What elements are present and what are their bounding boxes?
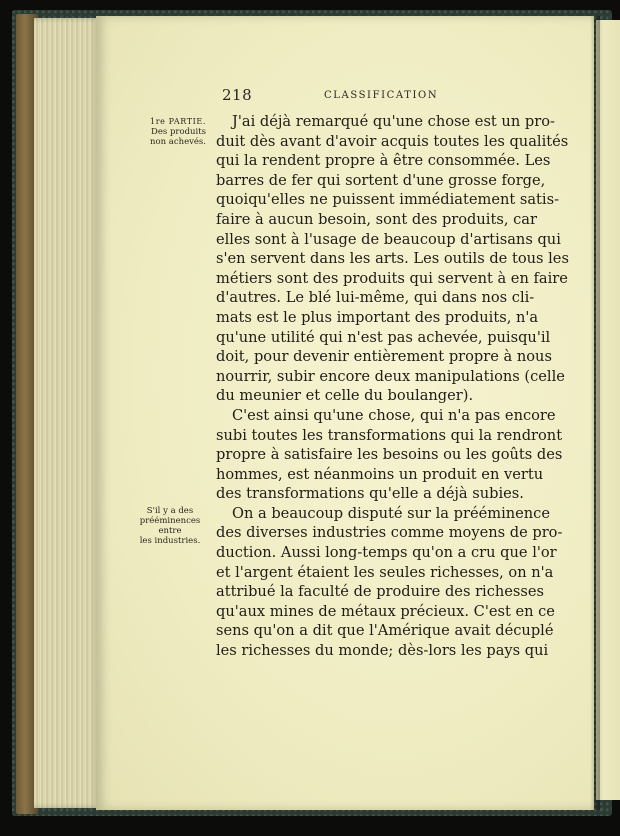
page-number: 218 (222, 86, 253, 104)
text-line: s'en servent dans les arts. Les outils de tous les (216, 250, 569, 268)
text-line: du meunier et celle du boulanger). (216, 387, 474, 405)
margin-note-line: S'il y a des (146, 506, 194, 516)
text-line: barres de fer qui sortent d'une grosse forge, (216, 171, 546, 189)
text-line: doit, pour devenir entièrement propre à nous (216, 348, 552, 366)
margin-note-industries (134, 506, 206, 546)
text-line: qu'aux mines de métaux précieux. C'est en ce (216, 602, 555, 620)
text-line: J'ai déjà remarqué qu'une chose est un pro- (232, 113, 555, 130)
text-line: sens qu'on a dit que l'Amérique avait décuplé (216, 622, 554, 640)
text-line: métiers sont des produits qui servent à en faire (216, 269, 568, 287)
text-line: faire à aucun besoin, sont des produits, car (216, 210, 537, 228)
margin-note-line: Des produits (151, 127, 206, 137)
text-line: On a beaucoup disputé sur la prééminence (232, 504, 550, 522)
margin-note-line: non achevés. (150, 137, 206, 147)
text-line: duit dès avant d'avoir acquis toutes les qualités (216, 132, 569, 150)
text-line: des transformations qu'elle a déjà subies. (216, 485, 524, 503)
margin-note-line: entre (158, 526, 182, 536)
text-line: les richesses du monde; dès-lors les pays qui (216, 642, 549, 660)
text-line: elles sont à l'usage de beaucoup d'artisans qui (216, 230, 561, 248)
body-text (216, 112, 569, 661)
margin-note-line: prééminences (139, 516, 201, 526)
page-header (0, 86, 620, 110)
text-line: subi toutes les transformations qui la rendront (216, 426, 563, 444)
text-line: nourrir, subir encore deux manipulations (celle (216, 367, 565, 385)
text-line: C'est ainsi qu'une chose, qui n'a pas encore (232, 406, 556, 424)
margin-note-line: les industries. (139, 536, 201, 546)
text-line: attribué la faculté de produire des richesses (216, 583, 545, 601)
text-line: qu'une utilité qui n'est pas achevée, puisqu'il (216, 328, 551, 346)
text-line: hommes, est néanmoins un produit en vertu (216, 465, 544, 483)
running-head: CLASSIFICATION (324, 90, 439, 101)
gutter-shadow (590, 16, 600, 810)
page-edges-stack (34, 18, 100, 808)
text-line: duction. Aussi long-temps qu'on a cru que l'or (216, 544, 557, 562)
text-line: quoiqu'elles ne puissent immédiatement satis- (216, 191, 559, 209)
text-line: et l'argent étaient les seules richesses, on n'a (216, 563, 554, 581)
text-line: mats est le plus important des produits, n'a (216, 308, 539, 326)
text-line: qui la rendent propre à être consommée. Les (216, 152, 551, 170)
text-line: d'autres. Le blé lui-même, qui dans nos cli- (216, 289, 535, 307)
margin-note-part: 1re PARTIE. (150, 117, 206, 126)
margin-note-products (134, 117, 206, 147)
text-line: des diverses industries comme moyens de pro- (216, 524, 563, 542)
text-line: propre à satisfaire les besoins ou les goûts des (216, 446, 563, 464)
